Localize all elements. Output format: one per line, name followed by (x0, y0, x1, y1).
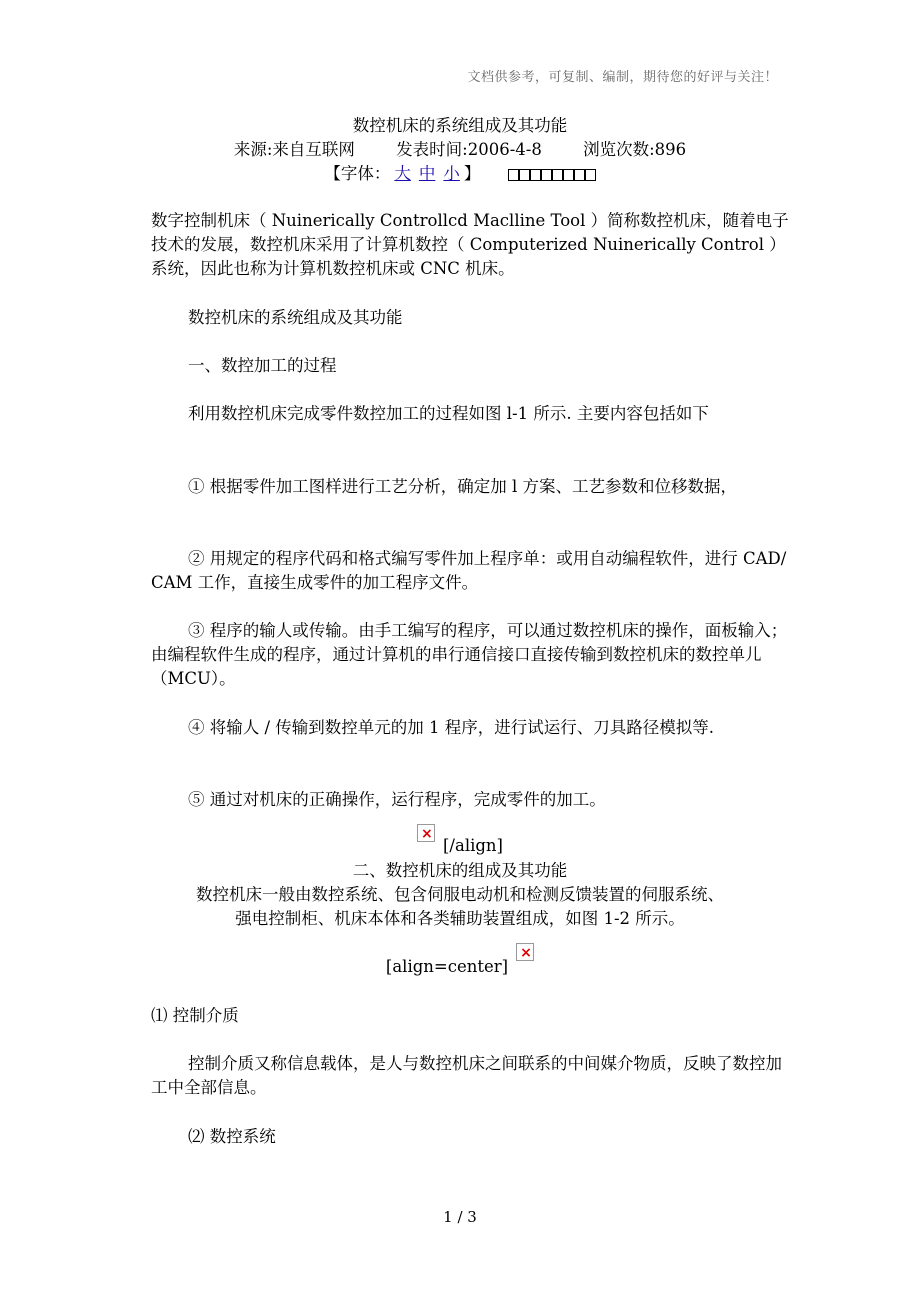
align-end-tag: [/align] (442, 836, 503, 855)
date-text: 发表时间:2006-4-8 (396, 140, 542, 159)
process-paragraph: 利用数控机床完成零件数控加工的过程如图 l-1 所示. 主要内容包括如下 (188, 404, 709, 423)
broken-image-icon (417, 824, 435, 842)
missing-glyph-boxes (508, 163, 596, 187)
font-small-link[interactable]: 小 (443, 164, 460, 183)
section-heading-1: 一、数控加工的过程 (188, 356, 337, 375)
step-2: ② 用规定的程序代码和格式编写零件加上程序单：或用自动编程软件，进行 CAD/CAM 工作，直接生成零件的加工程序文件。 (151, 549, 787, 592)
source-text: 来源:来自互联网 (233, 140, 355, 159)
page-number: 1 / 3 (443, 1208, 477, 1226)
broken-image-icon (516, 943, 534, 961)
section-heading-2: 二、数控机床的组成及其功能 (352, 861, 568, 880)
step-5: ⑤ 通过对机床的正确操作，运行程序，完成零件的加工。 (188, 790, 606, 809)
font-medium-link[interactable]: 中 (418, 164, 436, 183)
item-1-heading: ⑴ 控制介质 (151, 1006, 239, 1025)
figure-1-1 (0, 826, 920, 855)
step-4: ④ 将输人 / 传输到数控单元的加 1 程序，进行试运行、刀具路径模拟等. (188, 718, 715, 737)
article-title: 数控机床的系统组成及其功能 (352, 116, 568, 135)
article-meta (0, 138, 920, 162)
font-size-selector (0, 162, 920, 187)
font-large-link[interactable]: 大 (394, 164, 411, 183)
font-label-close: 】 (463, 164, 481, 183)
font-label-open: 【字体： (324, 164, 391, 183)
views-text: 浏览次数:896 (583, 140, 687, 159)
step-3: ③ 程序的输人或传输。由手工编写的程序，可以通过数控机床的操作，面板输入；由编程软件生成的程序，通过计算机的串行通信接口直接传输到数控机床的数控单儿（MCU）。 (151, 621, 788, 688)
composition-line-2: 强电控制柜、机床本体和各类辅助装置组成，如图 1-2 所示。 (235, 909, 685, 928)
intro-paragraph: 数字控制机床（ Nuinerically Controllcd Maclline Tool ）简称数控机床，随着电子技术的发展，数控机床采用了计算机数控（ Computerized Nuinerically Control ）系统，因此也称为计算机数控机床或 CNC 机床。 (151, 211, 789, 278)
watermark: 文档供参考，可复制、编制，期待您的好评与关注！ (467, 70, 778, 85)
item-1-description: 控制介质又称信息载体，是人与数控机床之间联系的中间媒介物质，反映了数控加工中全部信息。 (151, 1054, 782, 1097)
composition-line-1: 数控机床一般由数控系统、包含伺服电动机和检测反馈装置的伺服系统、 (196, 885, 724, 904)
step-1: ① 根据零件加工图样进行工艺分析，确定加 l 方案、工艺参数和位移数据， (188, 477, 738, 496)
main-heading: 数控机床的系统组成及其功能 (188, 308, 403, 327)
align-center-tag: [align=center] (385, 957, 509, 976)
item-2-heading: ⑵ 数控系统 (188, 1127, 276, 1146)
figure-1-2 (0, 943, 920, 976)
